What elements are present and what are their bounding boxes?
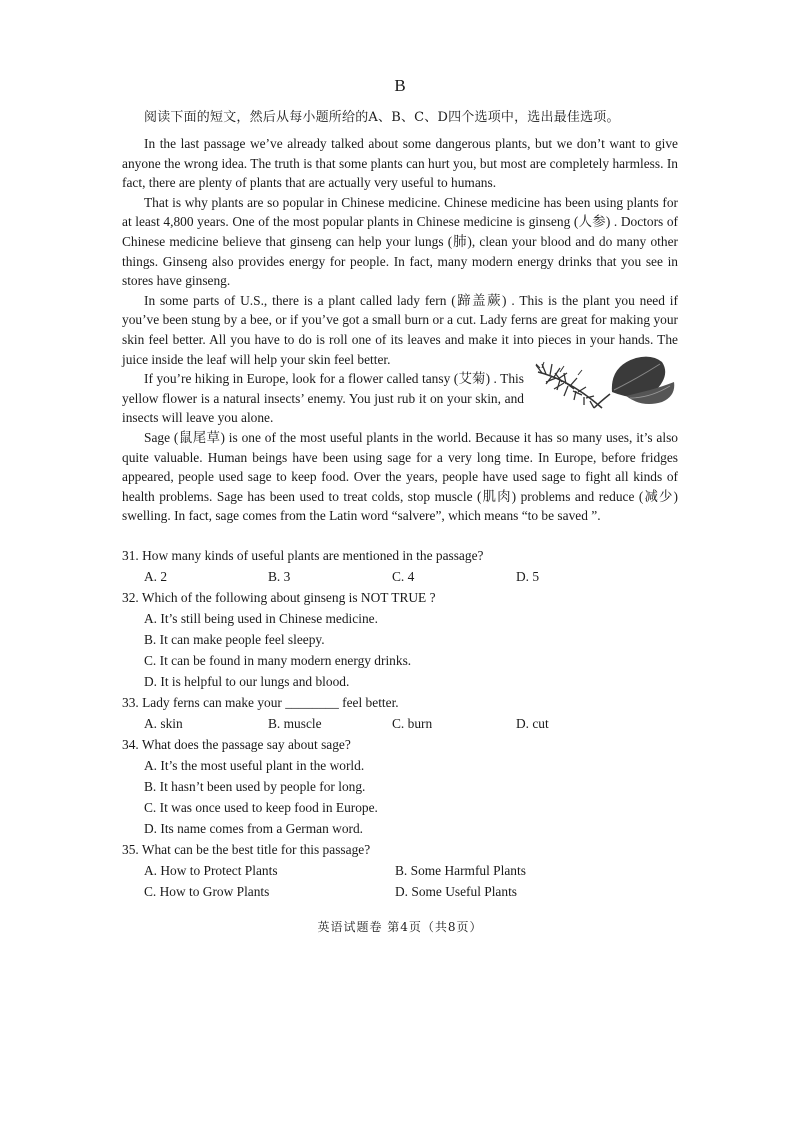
option-c: C. How to Grow Plants xyxy=(144,884,270,899)
question-35: 35. What can be the best title for this passage? xyxy=(122,842,371,857)
plant-illustration xyxy=(530,352,678,412)
question-list xyxy=(122,545,682,902)
question-34: 34. What does the passage say about sage? xyxy=(122,737,351,752)
option-c: C. 4 xyxy=(392,569,415,584)
option-b: B. Some Harmful Plants xyxy=(395,863,526,878)
paragraph-4: If you’re hiking in Europe, look for a flower called tansy (艾菊) . This yellow flower is a natural insects’ enemy. You just rub it on your skin, and insects will leave you alone. xyxy=(122,371,524,426)
sage-leaves-icon xyxy=(594,357,674,408)
paragraph-1: In the last passage we’ve already talked about some dangerous plants, but we don’t want to give anyone the wrong idea. The truth is that some plants can hurt you, but most are completely harmless. In fact, there are plenty of plants that are actually very useful to humans. xyxy=(122,136,678,191)
page-footer: 英语试题卷 第4页（共8页） xyxy=(317,920,483,934)
question-35-options-row-2 xyxy=(122,881,682,902)
instructions: 阅读下面的短文，然后从每小题所给的A、B、C、D四个选项中，选出最佳选项。 xyxy=(144,110,620,125)
paragraph-2: That is why plants are so popular in Chinese medicine. Chinese medicine has been using plants for at least 4,800 years. One of the most popular plants in Chinese medicine is ginseng (人参) . Doctors of Chinese medicine believe that ginseng can help your lungs (肺), clean your blood and do many other things. Ginseng also provides energy for people. In fact, many modern energy drinks that you see in stores have ginseng. xyxy=(122,194,678,289)
question-33-options xyxy=(122,713,682,734)
option-c: C. burn xyxy=(392,716,433,731)
option-d: D. It is helpful to our lungs and blood. xyxy=(144,674,350,689)
option-c: C. It can be found in many modern energy drinks. xyxy=(144,653,412,668)
paragraph-5: Sage (鼠尾草) is one of the most useful plants in the world. Because it has so many uses, it’s also quite valuable. Human beings have been using sage for a very long time. In Europe, before fridges appeared, people used sage to keep food. Over the years, people have used sage to fight all kinds of health problems. Sage has been used to treat colds, stop muscle (肌肉) problems and reduce (减少) swelling. In fact, sage comes from the Latin word “salvere”, which means “to be saved ”. xyxy=(122,429,678,524)
option-c: C. It was once used to keep food in Europe. xyxy=(144,800,378,815)
option-b: B. 3 xyxy=(268,569,291,584)
question-31: 31. How many kinds of useful plants are mentioned in the passage? xyxy=(122,548,484,563)
question-32: 32. Which of the following about ginseng is NOT TRUE ? xyxy=(122,590,436,605)
rosemary-sprig-icon xyxy=(536,362,602,408)
option-d: D. Its name comes from a German word. xyxy=(144,821,364,836)
option-a: A. skin xyxy=(144,716,183,731)
option-d: D. 5 xyxy=(516,569,540,584)
option-b: B. It hasn’t been used by people for long. xyxy=(144,779,366,794)
paragraph-3: In some parts of U.S., there is a plant called lady fern (蹄盖蕨) . This is the plant you need if you’ve been stung by a bee, or if you’ve got a small burn or a cut. Lady ferns are great for making your skin feel better. All you have to do is roll one of its leaves and make it into pieces in your hands. The juice inside the leaf will help your skin feel better. xyxy=(122,292,678,367)
option-b: B. It can make people feel sleepy. xyxy=(144,632,325,647)
section-heading: B xyxy=(394,76,406,95)
reading-passage xyxy=(122,134,678,526)
option-d: D. Some Useful Plants xyxy=(395,884,517,899)
option-a: A. 2 xyxy=(144,569,168,584)
option-a: A. It’s still being used in Chinese medicine. xyxy=(144,611,378,626)
option-a: A. It’s the most useful plant in the world. xyxy=(144,758,365,773)
option-a: A. How to Protect Plants xyxy=(144,863,278,878)
question-31-options xyxy=(122,566,682,587)
option-b: B. muscle xyxy=(268,716,322,731)
question-33: 33. Lady ferns can make your ________ feel better. xyxy=(122,695,399,710)
option-d: D. cut xyxy=(516,716,549,731)
question-35-options-row-1 xyxy=(122,860,682,881)
